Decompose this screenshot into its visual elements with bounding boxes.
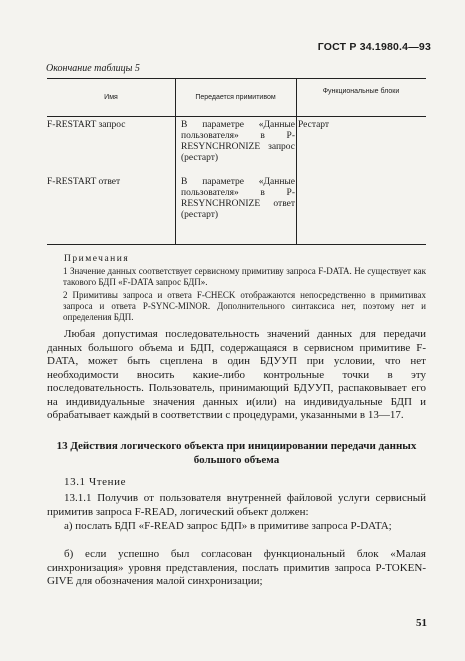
note-2	[47, 290, 426, 323]
note-2-text: 2 Примитивы запроса и ответа F-CHECK отображаются непосредственно в примитивах запроса и ответа P-SYNC-MINOR. Дополнительного синтаксиса нет, поэтому нет и определения БДП.	[63, 290, 426, 322]
table-row-1-primitive: F-RESTART запрос	[47, 120, 126, 130]
table-column-divider	[296, 79, 297, 244]
primitives-table	[47, 78, 426, 245]
list-item-a: а) послать БДП «F-READ запрос БДП» в примитиве запроса P-DATA;	[64, 520, 392, 532]
table-row-1-blocks: Рестарт	[298, 120, 330, 130]
note-1-text: 1 Значение данных соответствует сервисному примитиву запроса F-DATA. Не существует как такового БДП «F-DATA запрос БДП».	[63, 266, 426, 287]
table-column-divider	[175, 79, 176, 244]
section-heading-13: 13 Действия логического объекта при инициировании передачи данных большого объема	[56, 440, 417, 466]
list-item-b: б) если успешно был согласован функциональный блок «Малая синхронизация» уровня представления, послать примитив запроса P-TOKEN-GIVE для обозначения малой синхронизации;	[47, 548, 426, 587]
table-header-divider	[47, 116, 426, 117]
table-caption: Окончание таблицы 5	[46, 63, 140, 74]
table-row-2-parameters: В параметре «Данные пользователя» в P-RESYNCHRONIZE ответ (рестарт)	[181, 177, 295, 220]
table-header-primitive: Имя	[104, 94, 118, 101]
note-1	[47, 266, 426, 288]
table-row-2-primitive: F-RESTART ответ	[47, 177, 121, 187]
notes-title: Примечания	[64, 254, 130, 264]
table-row-1-parameters: В параметре «Данные пользователя» в P-RESYNCHRONIZE запрос (рестарт)	[181, 120, 295, 163]
paragraph-13-1-1: 13.1.1 Получив от пользователя внутренней файловой услуги сервисный примитив запроса F-READ, логический объект должен:	[47, 492, 426, 518]
page-number: 51	[416, 617, 427, 629]
table-header-blocks: Функциональные блоки	[322, 88, 400, 95]
table-header-parameters: Передается примитивом	[195, 94, 276, 101]
paragraph-concatenation: Любая допустимая последовательность значений данных для передачи данных большого объема и БДП, содержащаяся в сервисном примитиве F-DATA, может быть сцеплена в один БДУУП при условии, что нет необходимости вносить какие-либо контрольные точки в эту последовательность. Пользователь, принимающий БДУУП, распаковывает его на индивидуальные значения данных и(или) на индивидуальные БДП и обрабатывает каждый в соответствии с процедурами, указанными в 13—17.	[47, 328, 426, 421]
standard-code-header: ГОСТ Р 34.1980.4—93	[317, 41, 431, 53]
subsection-heading-13-1: 13.1 Чтение	[64, 476, 127, 488]
